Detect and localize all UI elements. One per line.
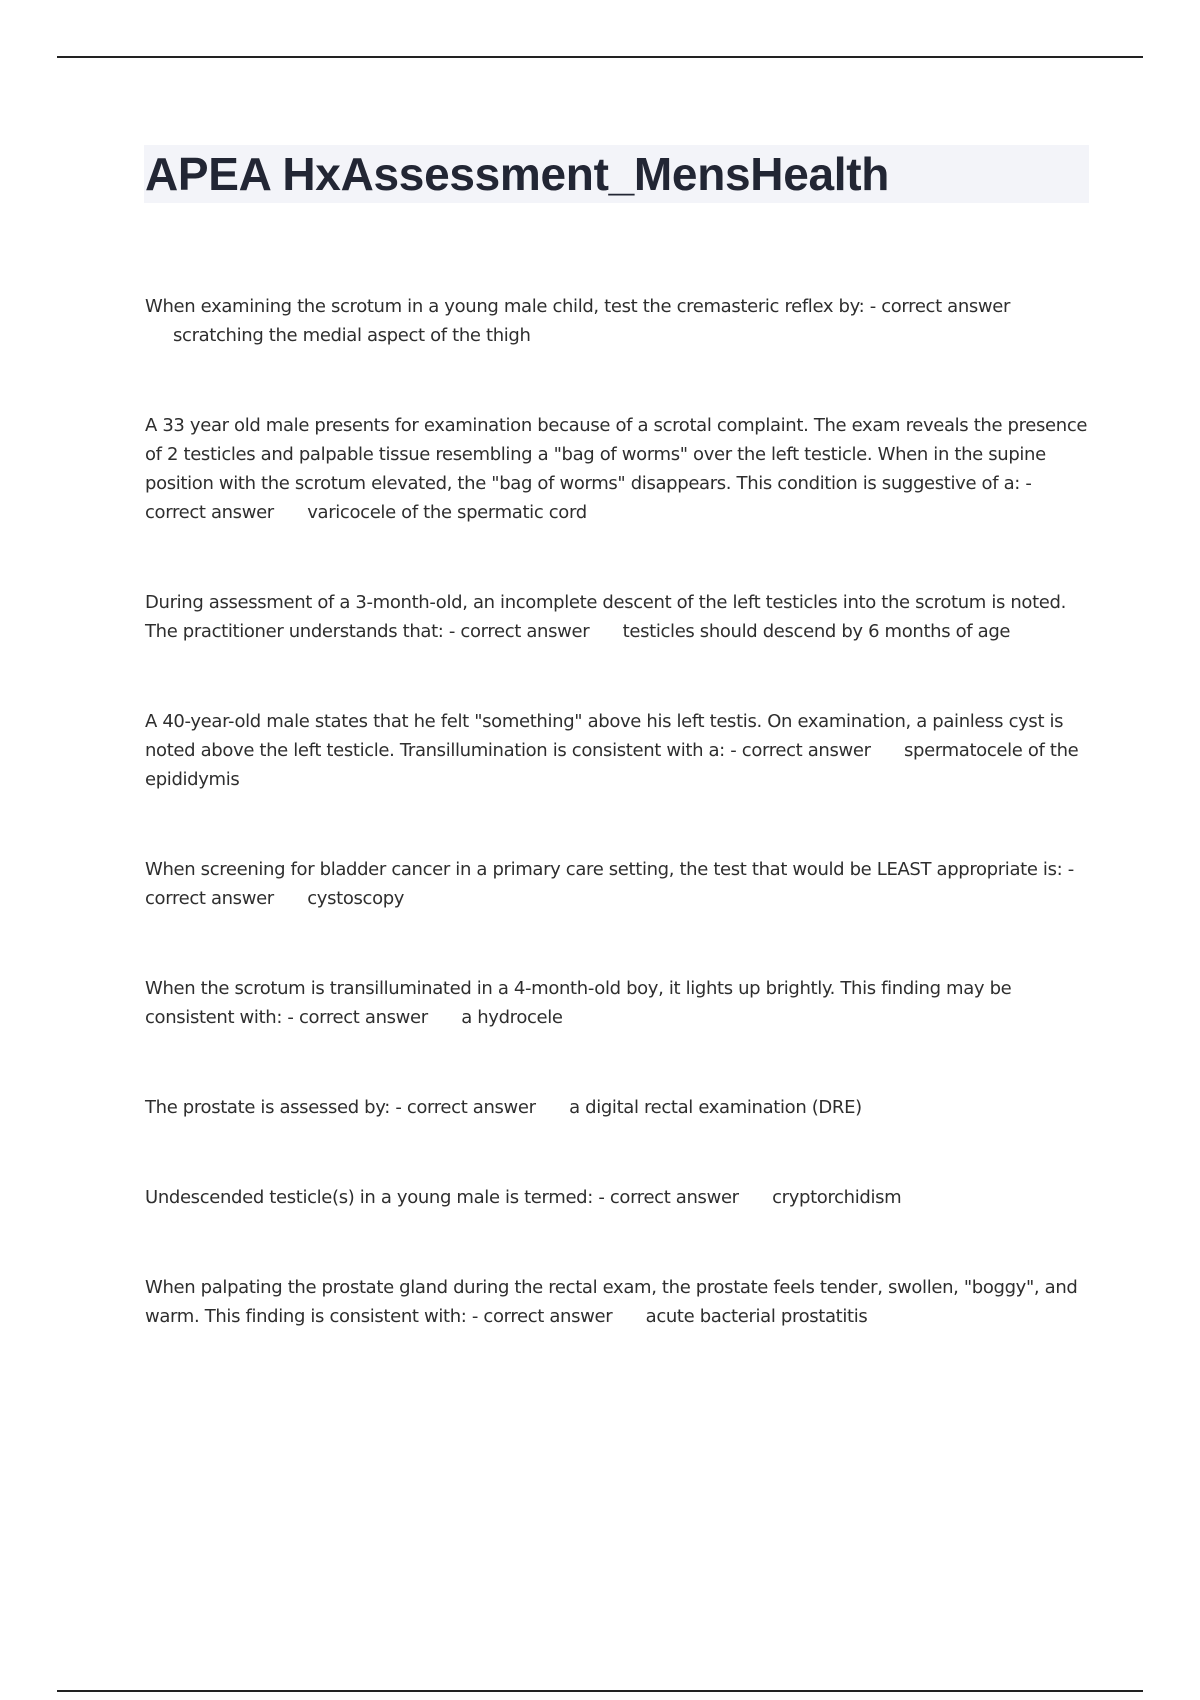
- answer-text: varicocele of the spermatic cord: [307, 502, 587, 523]
- answer-text: cystoscopy: [307, 888, 405, 909]
- correct-answer-label: - correct answer: [471, 1306, 613, 1327]
- question-text: A 40-year-old male states that he felt "something" above his left testis. On examination, a painless cyst is noted above the left testicle. Transillumination is consistent with a:: [145, 711, 1064, 761]
- page-title: APEA HxAssessment_MensHealth: [145, 148, 890, 200]
- answer-text: a hydrocele: [461, 1007, 563, 1028]
- qa-list: [145, 292, 1090, 1392]
- correct-answer-label: - correct answer: [448, 621, 590, 642]
- answer-text: scratching the medial aspect of the thigh: [173, 325, 531, 346]
- question-text: The prostate is assessed by:: [145, 1097, 390, 1118]
- correct-answer-label: - correct answer: [730, 740, 871, 761]
- correct-answer-label: - correct answer: [145, 859, 1074, 909]
- qa-item: [145, 292, 1090, 350]
- qa-item: [145, 411, 1090, 527]
- question-text: When palpating the prostate gland during the rectal exam, the prostate feels tender, swollen, "boggy", and warm. This finding is consistent with:: [145, 1277, 1078, 1327]
- question-text: During assessment of a 3-month-old, an incomplete descent of the left testicles into the scrotum is noted. The practitioner understands that:: [145, 592, 1066, 642]
- top-rule: [57, 56, 1143, 58]
- answer-text: acute bacterial prostatitis: [645, 1306, 868, 1327]
- correct-answer-label: - correct answer: [395, 1097, 536, 1118]
- correct-answer-label: - correct answer: [869, 296, 1011, 317]
- correct-answer-label: - correct answer: [287, 1007, 428, 1028]
- question-text: A 33 year old male presents for examination because of a scrotal complaint. The exam reveals the presence of 2 testicles and palpable tissue resembling a "bag of worms" over the left testicle. When in the supine position with the scrotum elevated, the "bag of worms" disappears. This condition is suggestive of a:: [145, 415, 1088, 494]
- answer-text: a digital rectal examination (DRE): [569, 1097, 862, 1118]
- qa-item: [145, 707, 1090, 794]
- question-text: When screening for bladder cancer in a primary care setting, the test that would be LEAST appropriate is:: [145, 859, 1063, 880]
- correct-answer-label: - correct answer: [145, 473, 1032, 523]
- qa-item: [145, 974, 1090, 1032]
- question-text: When the scrotum is transilluminated in a 4-month-old boy, it lights up brightly. This finding may be consistent with:: [145, 978, 1012, 1028]
- qa-item: [145, 855, 1090, 913]
- qa-item: [145, 1093, 1090, 1122]
- answer-text: spermatocele of the epididymis: [145, 740, 1079, 790]
- answer-text: cryptorchidism: [772, 1187, 902, 1208]
- question-text: When examining the scrotum in a young male child, test the cremasteric reflex by:: [145, 296, 865, 317]
- question-text: Undescended testicle(s) in a young male is termed:: [145, 1187, 593, 1208]
- qa-item: [145, 1273, 1090, 1331]
- qa-item: [145, 1183, 1090, 1212]
- bottom-rule: [57, 1690, 1143, 1692]
- answer-text: testicles should descend by 6 months of age: [622, 621, 1011, 642]
- correct-answer-label: - correct answer: [598, 1187, 739, 1208]
- qa-item: [145, 588, 1090, 646]
